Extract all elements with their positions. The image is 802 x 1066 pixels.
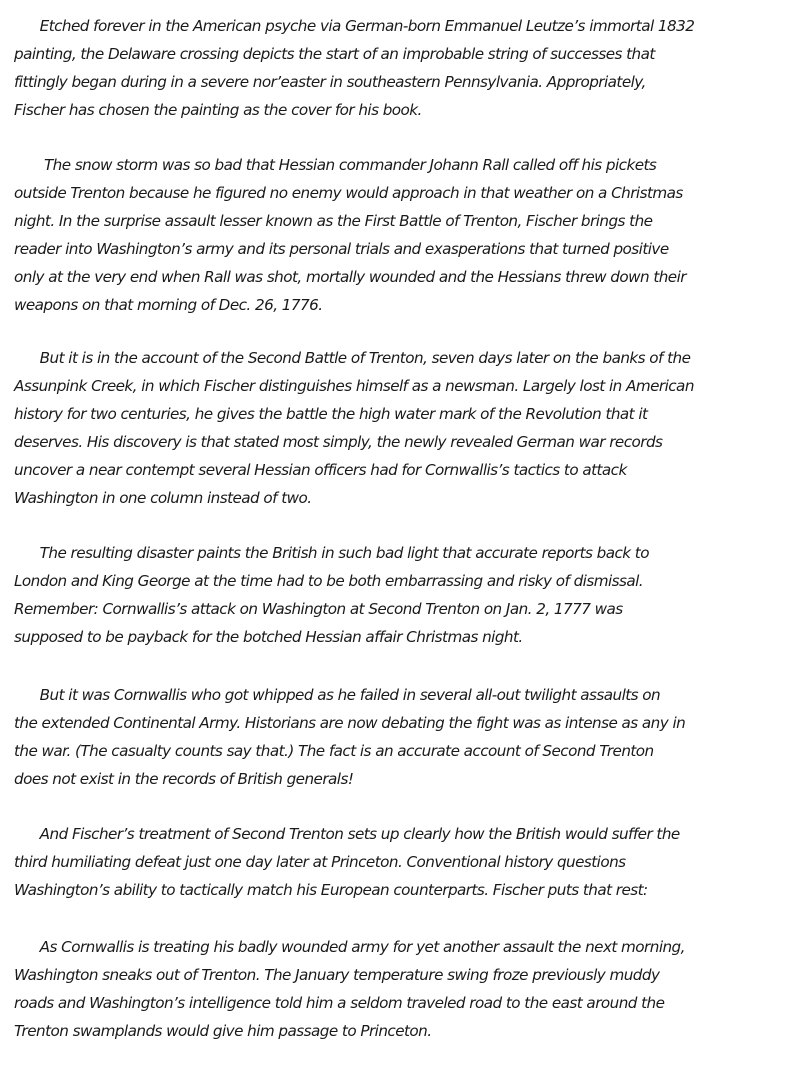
text-line: And Fischer’s treatment of Second Trenton sets up clearly how the British would suffer the	[14, 825, 680, 843]
text-line: the war. (The casualty counts say that.) The fact is an accurate account of Second Trenton	[14, 742, 654, 760]
text-line: roads and Washington’s intelligence told him a seldom traveled road to the east around the	[14, 994, 665, 1012]
paragraph-cornwallis-whipped	[14, 681, 802, 793]
text-line: London and King George at the time had to be both embarrassing and risky of dismissal.	[14, 572, 644, 590]
text-line: painting, the Delaware crossing depicts the start of an improbable string of successes that	[14, 45, 655, 63]
paragraph-princeton-defeat	[14, 820, 802, 904]
text-line: the extended Continental Army. Historians are now debating the fight was as intense as any in	[14, 714, 686, 732]
text-line: Trenton swamplands would give him passage to Princeton.	[14, 1022, 432, 1040]
text-line: But it was Cornwallis who got whipped as he failed in several all-out twilight assaults on	[14, 686, 661, 704]
paragraph-washington-sneaks-out	[14, 933, 802, 1045]
text-line: Washington’s ability to tactically match his European counterparts. Fischer puts that rest:	[14, 881, 648, 899]
text-line: Washington sneaks out of Trenton. The January temperature swing froze previously muddy	[14, 966, 660, 984]
text-line: Assunpink Creek, in which Fischer distinguishes himself as a newsman. Largely lost in American	[14, 377, 694, 395]
paragraph-british-disaster	[14, 539, 802, 651]
text-line: The snow storm was so bad that Hessian commander Johann Rall called off his pickets	[14, 156, 657, 174]
text-line: Etched forever in the American psyche via German-born Emmanuel Leutze’s immortal 1832	[14, 17, 695, 35]
paragraph-first-trenton	[14, 151, 802, 319]
text-line: supposed to be payback for the botched Hessian affair Christmas night.	[14, 628, 523, 646]
text-line: night. In the surprise assault lesser known as the First Battle of Trenton, Fischer brings the	[14, 212, 653, 230]
text-line: As Cornwallis is treating his badly wounded army for yet another assault the next morning,	[14, 938, 685, 956]
text-line: Washington in one column instead of two.	[14, 489, 312, 507]
text-line: outside Trenton because he figured no enemy would approach in that weather on a Christmas	[14, 184, 683, 202]
text-line: third humiliating defeat just one day later at Princeton. Conventional history questions	[14, 853, 626, 871]
text-line: The resulting disaster paints the British in such bad light that accurate reports back to	[14, 544, 649, 562]
text-line: weapons on that morning of Dec. 26, 1776.	[14, 296, 323, 314]
text-line: fittingly began during in a severe nor’easter in southeastern Pennsylvania. Appropriately,	[14, 73, 646, 91]
paragraph-leutze-painting	[14, 12, 802, 124]
text-line: uncover a near contempt several Hessian officers had for Cornwallis’s tactics to attack	[14, 461, 627, 479]
text-line: reader into Washington’s army and its personal trials and exasperations that turned positive	[14, 240, 669, 258]
paragraph-second-trenton	[14, 344, 802, 512]
text-line: does not exist in the records of British generals!	[14, 770, 354, 788]
text-line: history for two centuries, he gives the battle the high water mark of the Revolution that it	[14, 405, 648, 423]
text-line: Remember: Cornwallis’s attack on Washington at Second Trenton on Jan. 2, 1777 was	[14, 600, 623, 618]
text-line: But it is in the account of the Second Battle of Trenton, seven days later on the banks of the	[14, 349, 691, 367]
text-line: Fischer has chosen the painting as the cover for his book.	[14, 101, 422, 119]
text-line: only at the very end when Rall was shot, mortally wounded and the Hessians threw down their	[14, 268, 686, 286]
text-line: deserves. His discovery is that stated most simply, the newly revealed German war records	[14, 433, 663, 451]
